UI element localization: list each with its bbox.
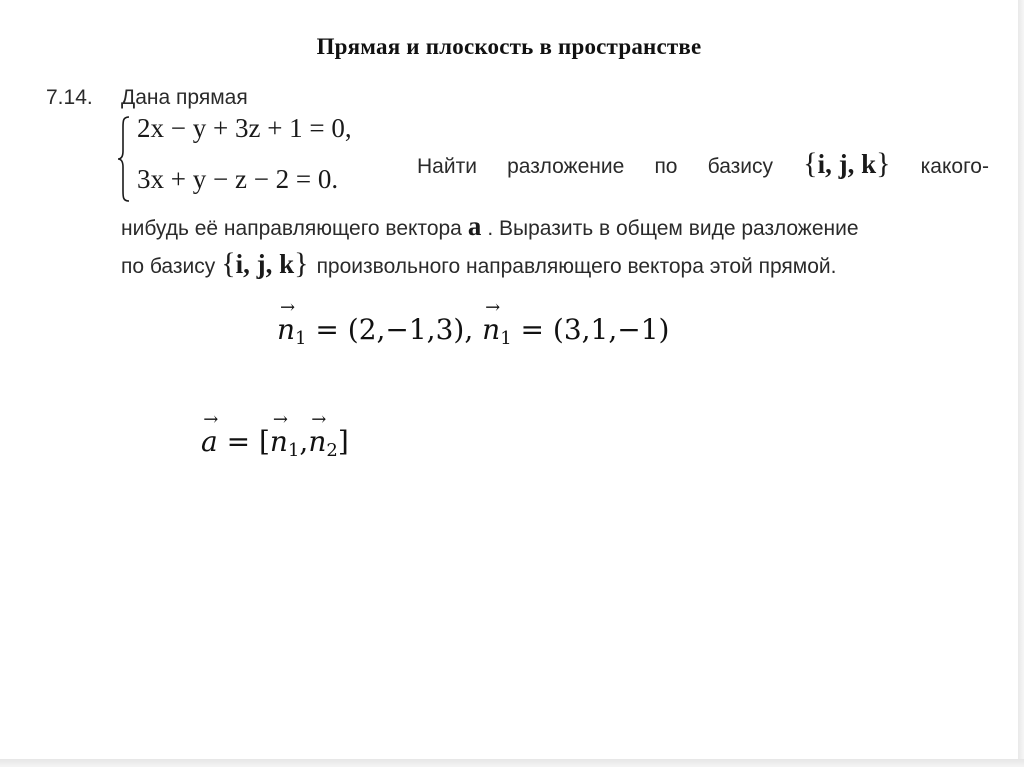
vector-a-bold: a: [467, 211, 482, 241]
cross-n2-index: 2: [326, 440, 338, 461]
line4-text-before: по базису: [121, 255, 216, 278]
n2-index: 1: [500, 328, 512, 349]
line4-text-after: произвольного направляющего вектора этой прямой.: [316, 255, 837, 278]
n1-value: = (2,−1,3),: [315, 313, 474, 346]
cross-vector-n2: n →: [308, 409, 327, 458]
basis-set-ijk: {i, j, k}: [803, 147, 891, 180]
problem-number: 7.14.: [46, 86, 93, 109]
find-word-2: разложение: [507, 155, 625, 178]
basis-expansion-line: [121, 247, 837, 281]
cross-close-bracket: ]: [337, 425, 349, 458]
line3-text-after: . Выразить в общем виде разложение: [487, 217, 859, 240]
problem-intro: Дана прямая: [121, 86, 248, 109]
find-word-3: по: [654, 155, 678, 178]
vector-n1: n →: [277, 297, 296, 346]
n2-value: = (3,1,−1): [520, 313, 670, 346]
line3-text-before: нибудь её направляющего вектора: [121, 217, 462, 240]
a-equals: = [: [226, 425, 270, 458]
find-word-1: Найти: [417, 155, 477, 178]
find-tail: какого-: [920, 155, 989, 178]
basis-set-ijk-2: {i, j, k}: [221, 247, 309, 280]
system-brace: [117, 115, 131, 203]
cross-comma: ,: [299, 425, 309, 458]
cross-product-formula: [201, 409, 349, 461]
find-word-4: базису: [707, 155, 774, 178]
slide-title: Прямая и плоскость в пространстве: [316, 34, 702, 59]
system-equation-1: 2x − y + 3z + 1 = 0,: [137, 113, 352, 143]
find-instruction-line: [417, 147, 989, 181]
direction-vector-line: [121, 211, 859, 242]
vector-a: a →: [201, 409, 219, 458]
system-equation-2: 3x + y − z − 2 = 0.: [137, 164, 339, 194]
page-shadow-right: [1018, 0, 1024, 767]
cross-vector-n1: n →: [269, 409, 288, 458]
vector-n2: n →: [482, 297, 501, 346]
page-shadow-bottom: [0, 759, 1024, 767]
n1-index: 1: [295, 328, 307, 349]
normal-vectors-formula: [277, 297, 670, 349]
cross-n1-index: 1: [287, 440, 300, 461]
